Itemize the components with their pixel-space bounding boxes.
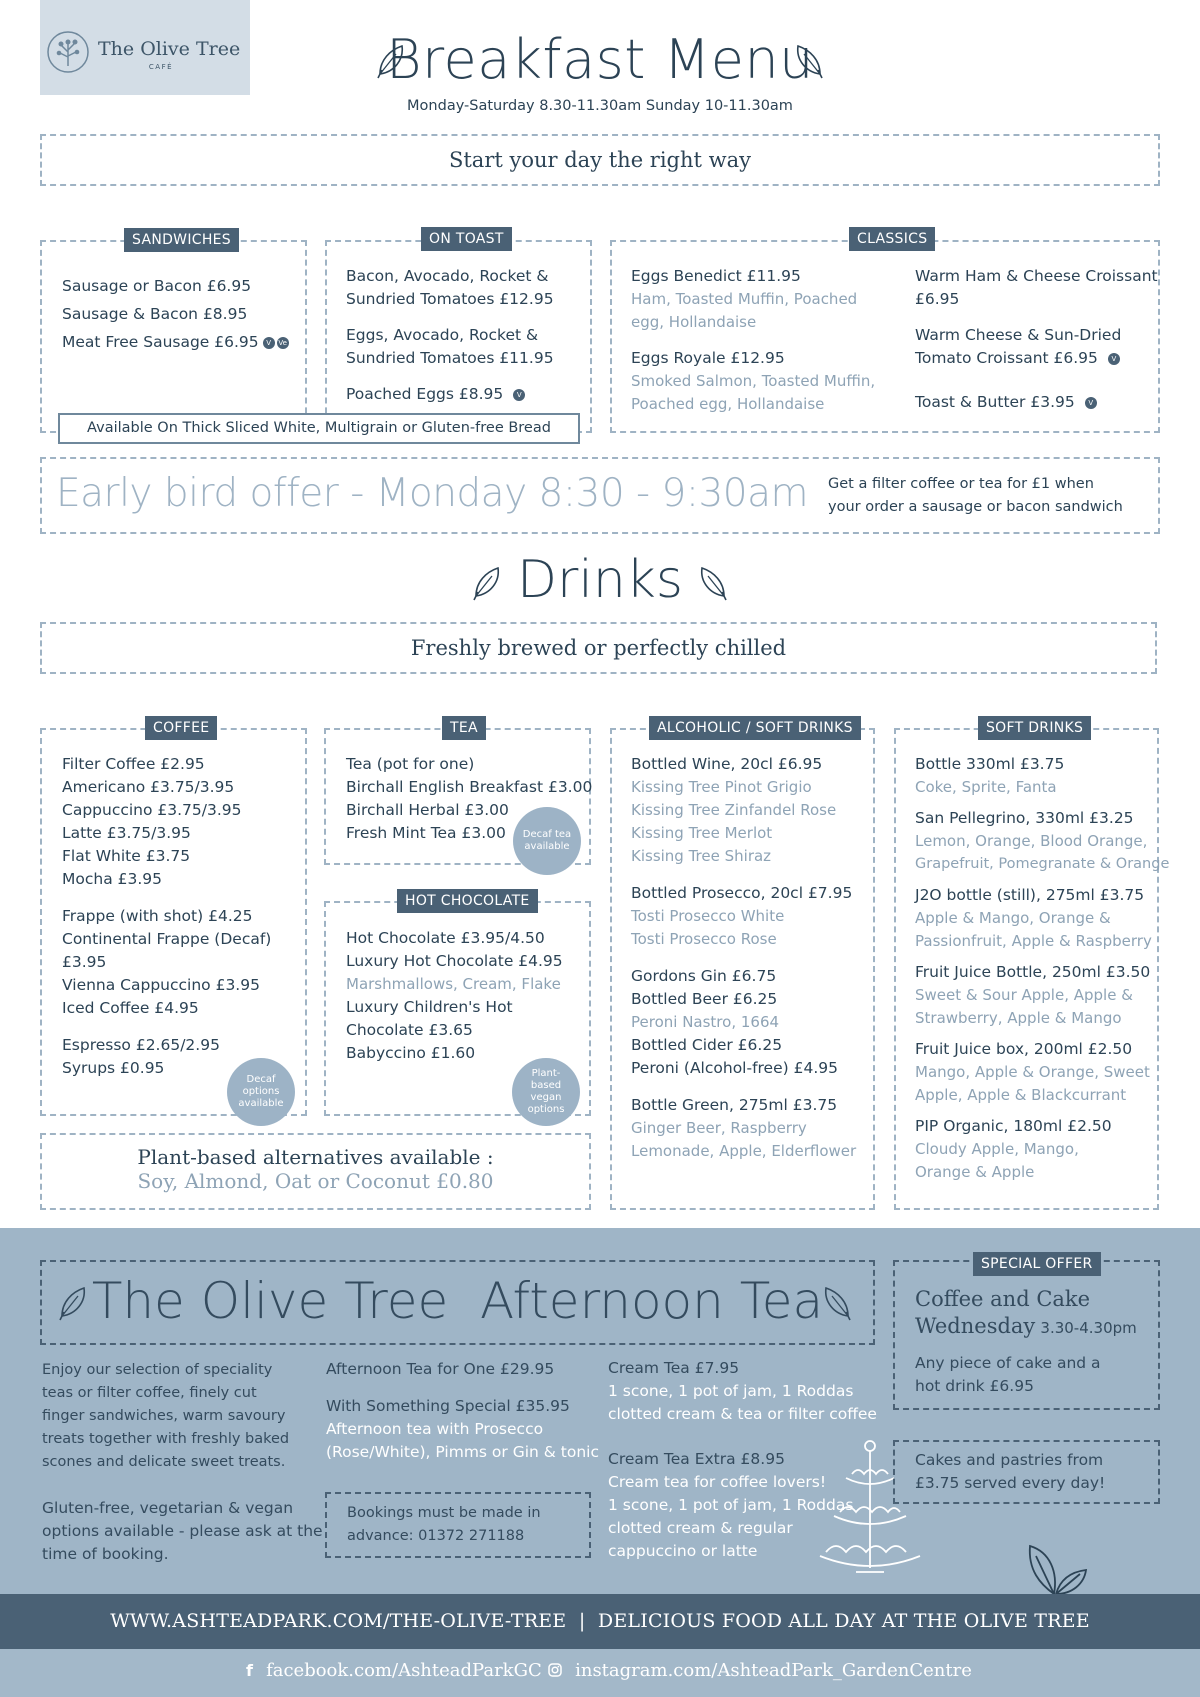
item-description: Lemon, Orange, Blood Orange,: [915, 832, 1148, 850]
alcoholic-tag: ALCOHOLIC / SOFT DRINKS: [649, 716, 861, 740]
vegetarian-icon: V: [263, 337, 275, 349]
list-item: £6.95: [915, 290, 960, 308]
soft-drinks-tag: SOFT DRINKS: [978, 716, 1091, 740]
early-bird-title: Early bird offer - Monday 8:30 - 9:30am: [56, 471, 808, 516]
list-item: Afternoon Tea for One £29.95: [326, 1360, 555, 1378]
plant-based-line1: Plant-based alternatives available :: [137, 1145, 494, 1169]
list-item: Bottled Cider £6.25: [631, 1036, 783, 1054]
footer-banner-text: WWW.ASHTEADPARK.COM/THE-OLIVE-TREE | DELICIOUS FOOD ALL DAY AT THE OLIVE TREE: [110, 1610, 1090, 1632]
list-item: Espresso £2.65/2.95: [62, 1036, 220, 1054]
list-item: Fruit Juice box, 200ml £2.50: [915, 1040, 1133, 1058]
intro-line: Enjoy our selection of speciality: [42, 1362, 273, 1378]
special-offer-desc: Any piece of cake and a: [915, 1354, 1101, 1372]
list-item: Bottle 330ml £3.75: [915, 755, 1065, 773]
list-item: Eggs Royale £12.95: [631, 349, 785, 367]
item-label: Tomato Croissant £6.95: [915, 349, 1098, 367]
special-offer-content: [915, 1286, 1137, 1398]
list-item: Babyccino £1.60: [346, 1044, 476, 1062]
special-offer-desc: hot drink £6.95: [915, 1377, 1034, 1395]
list-item: [346, 383, 554, 406]
drinks-title: Drinks: [516, 550, 684, 610]
footer-social: [0, 1649, 1200, 1697]
item-description: Kissing Tree Shiraz: [631, 847, 772, 865]
booking-line: advance: 01372 271188: [347, 1528, 525, 1544]
item-description: Poached egg, Hollandaise: [631, 395, 825, 413]
list-item: Chocolate £3.65: [346, 1021, 473, 1039]
item-description: Tosti Prosecco Rose: [631, 930, 777, 948]
intro-line: finger sandwiches, warm savoury: [42, 1408, 286, 1424]
badge-text: Decaf options available: [238, 1074, 284, 1109]
leaf-icon: [696, 562, 730, 602]
tea-tag: TEA: [442, 716, 486, 740]
afternoon-tea-title-box: [40, 1260, 875, 1345]
item-description: 1 scone, 1 pot of jam, 1 Roddas: [608, 1382, 854, 1400]
item-description: cappuccino or latte: [608, 1542, 758, 1560]
item-description: 1 scone, 1 pot of jam, 1 Roddas: [608, 1496, 854, 1514]
list-item: Fruit Juice Bottle, 250ml £3.50: [915, 963, 1151, 981]
list-item: Eggs Benedict £11.95: [631, 267, 801, 285]
list-item: Flat White £3.75: [62, 847, 191, 865]
afternoon-intro: [42, 1359, 323, 1566]
list-item: Sundried Tomatoes £12.95: [346, 290, 554, 308]
item-description: Cream tea for coffee lovers!: [608, 1473, 827, 1491]
list-item: Americano £3.75/3.95: [62, 778, 235, 796]
intro-line: teas or filter coffee, finely cut: [42, 1385, 257, 1401]
list-item: Birchall Herbal £3.00: [346, 801, 509, 819]
alcoholic-list: [631, 753, 856, 1163]
list-item: Bottled Wine, 20cl £6.95: [631, 755, 823, 773]
item-label: Toast & Butter £3.95: [915, 393, 1075, 411]
list-item: Frappe (with shot) £4.25: [62, 907, 253, 925]
item-description: Tosti Prosecco White: [631, 907, 785, 925]
item-description: egg, Hollandaise: [631, 313, 757, 331]
item-description: Coke, Sprite, Fanta: [915, 778, 1057, 796]
gluten-line: options available - please ask at the: [42, 1522, 323, 1540]
leaf-icon: [56, 1282, 90, 1322]
item-description: Grapefruit, Pomegranate & Orange: [915, 856, 1170, 872]
coffee-tag: COFFEE: [145, 716, 217, 740]
list-item: Vienna Cappuccino £3.95: [62, 976, 260, 994]
item-description: Mango, Apple & Orange, Sweet: [915, 1063, 1150, 1081]
intro-line: treats together with freshly baked: [42, 1431, 290, 1447]
item-description: Peroni Nastro, 1664: [631, 1013, 780, 1031]
item-description: Marshmallows, Cream, Flake: [346, 975, 561, 993]
item-description: Sweet & Sour Apple, Apple &: [915, 986, 1133, 1004]
instagram-link[interactable]: [548, 1649, 972, 1693]
special-offer-title: Coffee and Cake: [915, 1287, 1091, 1311]
list-item: Bottle Green, 275ml £3.75: [631, 1096, 838, 1114]
item-label: Meat Free Sausage £6.95: [62, 333, 259, 351]
facebook-link[interactable]: [246, 1649, 542, 1693]
coffee-list: [62, 753, 271, 1080]
item-description: Kissing Tree Pinot Grigio: [631, 778, 812, 796]
vegetarian-icon: V: [513, 389, 525, 401]
item-description: (Rose/White), Pimms or Gin & tonic: [326, 1443, 599, 1461]
drinks-tagline-box: [40, 622, 1157, 674]
cakes-line: £3.75 served every day!: [915, 1474, 1106, 1492]
on-toast-list: [346, 265, 554, 406]
gluten-line: Gluten-free, vegetarian & vegan: [42, 1499, 294, 1517]
list-item: Iced Coffee £4.95: [62, 999, 199, 1017]
list-item: With Something Special £35.95: [326, 1397, 570, 1415]
instagram-text: instagram.com/AshteadPark_GardenCentre: [575, 1660, 972, 1681]
leaf-icon: [820, 1282, 854, 1322]
plant-based-line2: Soy, Almond, Oat or Coconut £0.80: [137, 1169, 494, 1193]
instagram-icon: [548, 1663, 562, 1677]
decaf-options-badge: [227, 1058, 295, 1126]
list-item: Sausage & Bacon £8.95: [62, 305, 248, 323]
list-item: Eggs, Avocado, Rocket &: [346, 326, 539, 344]
item-label: Poached Eggs £8.95: [346, 385, 504, 403]
vegan-icon: Ve: [278, 338, 287, 347]
opening-hours: Monday-Saturday 8.30-11.30am Sunday 10-11.30am: [407, 98, 793, 114]
list-item: [915, 391, 1158, 414]
list-item: Birchall English Breakfast £3.00: [346, 778, 593, 796]
item-description: Kissing Tree Merlot: [631, 824, 773, 842]
breakfast-tagline: Start your day the right way: [448, 148, 751, 172]
list-item: PIP Organic, 180ml £2.50: [915, 1117, 1112, 1135]
sandwiches-list: [62, 272, 289, 356]
list-item: Gordons Gin £6.75: [631, 967, 777, 985]
classics-left: [631, 265, 875, 416]
vegetarian-icon: V: [1085, 397, 1097, 409]
list-item: Peroni (Alcohol-free) £4.95: [631, 1059, 838, 1077]
item-description: clotted cream & tea or filter coffee: [608, 1405, 877, 1423]
item-description: Lemonade, Apple, Elderflower: [631, 1142, 857, 1160]
page-title: Breakfast Menu: [386, 28, 814, 91]
hot-chocolate-list: [346, 927, 563, 1065]
cakes-box: [893, 1440, 1160, 1504]
decaf-tea-badge: [513, 807, 581, 875]
list-item: Tea (pot for one): [346, 755, 475, 773]
afternoon-prices: [326, 1358, 599, 1464]
facebook-text: facebook.com/AshteadParkGC: [266, 1660, 542, 1681]
list-item: Sundried Tomatoes £11.95: [346, 349, 554, 367]
hot-chocolate-tag: HOT CHOCOLATE: [397, 889, 538, 913]
classics-tag: CLASSICS: [849, 227, 935, 251]
special-offer-tag: SPECIAL OFFER: [973, 1252, 1101, 1276]
item-description: Afternoon tea with Prosecco: [326, 1420, 544, 1438]
special-offer-day: Wednesday: [915, 1314, 1036, 1338]
item-description: Passionfruit, Apple & Raspberry: [915, 932, 1152, 950]
vegetarian-icon: V: [1108, 353, 1120, 365]
list-item: Cappuccino £3.75/3.95: [62, 801, 242, 819]
item-description: Ginger Beer, Raspberry: [631, 1119, 807, 1137]
drinks-tagline: Freshly brewed or perfectly chilled: [410, 636, 787, 660]
item-description: Cloudy Apple, Mango,: [915, 1140, 1079, 1158]
list-item: Hot Chocolate £3.95/4.50: [346, 929, 545, 947]
list-item: Syrups £0.95: [62, 1059, 165, 1077]
soft-drinks-list: [915, 753, 1169, 1184]
intro-line: scones and delicate sweet treats.: [42, 1454, 286, 1470]
list-item: Latte £3.75/3.95: [62, 824, 191, 842]
logo-name: The Olive Tree: [98, 38, 241, 60]
list-item: Luxury Hot Chocolate £4.95: [346, 952, 563, 970]
list-item: [915, 347, 1158, 370]
tagline-box: [40, 134, 1160, 186]
list-item: Warm Cheese & Sun-Dried: [915, 326, 1122, 344]
list-item: [62, 328, 289, 356]
early-bird-line: your order a sausage or bacon sandwich: [828, 499, 1123, 515]
list-item: Bottled Prosecco, 20cl £7.95: [631, 884, 853, 902]
sandwiches-tag: SANDWICHES: [124, 228, 239, 252]
plant-based-box: [40, 1133, 591, 1210]
footer-banner: [0, 1594, 1200, 1649]
list-item: Fresh Mint Tea £3.00: [346, 824, 506, 842]
special-offer-time: 3.30-4.30pm: [1040, 1319, 1137, 1337]
item-description: Apple, Apple & Blackcurrant: [915, 1086, 1127, 1104]
list-item: Sausage or Bacon £6.95: [62, 277, 252, 295]
plant-based-badge: [512, 1058, 580, 1126]
early-bird-box: [40, 457, 1160, 534]
list-item: Cream Tea £7.95: [608, 1359, 740, 1377]
item-description: clotted cream & regular: [608, 1519, 793, 1537]
item-description: Strawberry, Apple & Mango: [915, 1009, 1122, 1027]
early-bird-line: Get a filter coffee or tea for £1 when: [828, 476, 1094, 492]
item-description: Apple & Mango, Orange &: [915, 909, 1111, 927]
on-toast-tag: ON TOAST: [421, 227, 512, 251]
bread-note-text: Available On Thick Sliced White, Multigrain or Gluten-free Bread: [87, 420, 551, 436]
list-item: San Pellegrino, 330ml £3.25: [915, 809, 1134, 827]
cakes-line: Cakes and pastries from: [915, 1451, 1104, 1469]
list-item: Cream Tea Extra £8.95: [608, 1450, 785, 1468]
item-description: Kissing Tree Zinfandel Rose: [631, 801, 837, 819]
list-item: Bottled Beer £6.25: [631, 990, 778, 1008]
list-item: Continental Frappe (Decaf): [62, 930, 272, 948]
early-bird-desc: [828, 473, 1123, 519]
gluten-line: time of booking.: [42, 1545, 169, 1563]
list-item: Filter Coffee £2.95: [62, 755, 205, 773]
booking-box: [325, 1492, 591, 1558]
booking-line: Bookings must be made in: [347, 1505, 541, 1521]
facebook-icon: f: [246, 1661, 253, 1680]
list-item: J2O bottle (still), 275ml £3.75: [915, 886, 1145, 904]
item-description: Ham, Toasted Muffin, Poached: [631, 290, 858, 308]
item-description: Smoked Salmon, Toasted Muffin,: [631, 372, 876, 390]
special-offer-day-row: [915, 1313, 1137, 1340]
badge-text: Plant-based vegan options: [527, 1068, 565, 1115]
classics-right: [915, 265, 1158, 414]
list-item: Mocha £3.95: [62, 870, 163, 888]
list-item: Luxury Children's Hot: [346, 998, 513, 1016]
bread-note: [58, 413, 580, 444]
list-item: Bacon, Avocado, Rocket &: [346, 267, 549, 285]
item-description: Orange & Apple: [915, 1163, 1035, 1181]
badge-text: Decaf tea available: [522, 829, 572, 852]
afternoon-tea-title: The Olive Tree Afternoon Tea: [91, 1272, 824, 1330]
logo-sub: CAFÉ: [148, 63, 174, 71]
leaves-icon: [1020, 1540, 1090, 1596]
list-item: Warm Ham & Cheese Croissant: [915, 267, 1158, 285]
list-item: £3.95: [62, 953, 107, 971]
leaf-icon: [792, 40, 826, 80]
